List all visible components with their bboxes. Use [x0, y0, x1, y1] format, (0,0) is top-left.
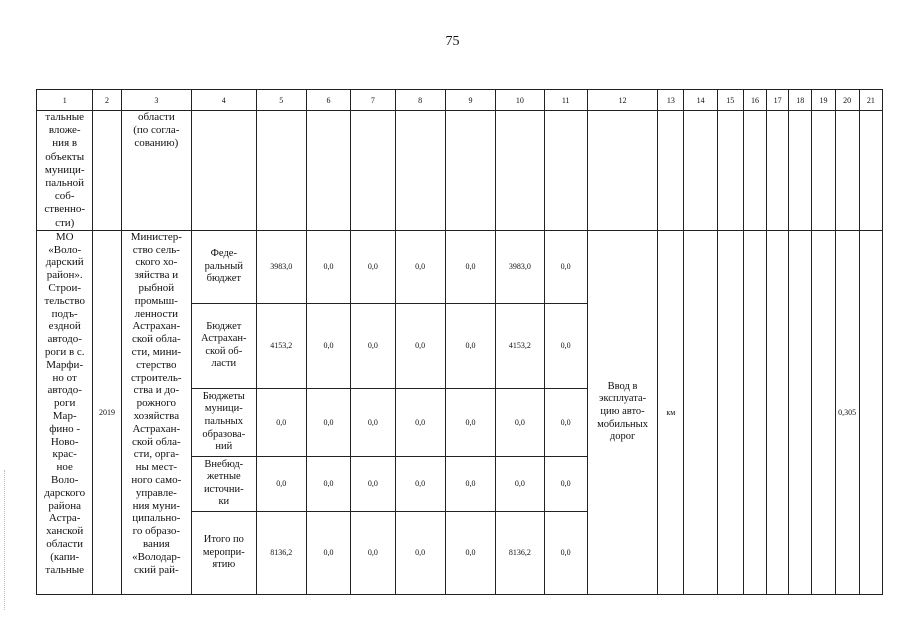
header-col-12: 12: [587, 90, 658, 111]
header-col-11: 11: [544, 90, 587, 111]
header-col-6: 6: [306, 90, 350, 111]
empty-cell: [835, 111, 859, 231]
header-col-8: 8: [395, 90, 445, 111]
program-table: [36, 89, 883, 595]
indicator-name: Ввод в эксплуата- цию авто- мобильных дорог: [587, 230, 658, 594]
scan-margin-marks: [4, 470, 7, 610]
indicator-value: 0,305: [835, 230, 859, 594]
header-col-20: 20: [835, 90, 859, 111]
value-col-10: 4153,2: [496, 303, 544, 388]
empty-cell: [395, 111, 445, 231]
value-col-6: 0,0: [306, 456, 350, 511]
value-col-10: 3983,0: [496, 230, 544, 303]
value-col-10: 0,0: [496, 388, 544, 456]
continued-measure-name: тальные вложе- ния в объекты муници- пальной соб- ственно- сти): [37, 111, 93, 231]
header-col-5: 5: [256, 90, 306, 111]
header-col-4: 4: [192, 90, 256, 111]
indicator-unit: км: [658, 230, 684, 594]
empty-cell: [306, 111, 350, 231]
empty-cell: [789, 111, 812, 231]
empty-cell: [658, 111, 684, 231]
header-row: [37, 90, 883, 111]
empty-cell: [351, 111, 395, 231]
funding-source: Бюджет Астрахан- ской об- ласти: [192, 303, 256, 388]
value-col-9: 0,0: [445, 230, 495, 303]
value-col-11: 0,0: [544, 303, 587, 388]
empty-cell: [743, 111, 766, 231]
funding-source: Феде- ральный бюджет: [192, 230, 256, 303]
empty-cell: [812, 230, 835, 594]
empty-cell: [859, 230, 882, 594]
header-col-1: 1: [37, 90, 93, 111]
value-col-5: 8136,2: [256, 511, 306, 594]
header-col-7: 7: [351, 90, 395, 111]
header-col-2: 2: [93, 90, 121, 111]
value-col-7: 0,0: [351, 456, 395, 511]
value-col-8: 0,0: [395, 511, 445, 594]
value-col-11: 0,0: [544, 456, 587, 511]
value-col-8: 0,0: [395, 230, 445, 303]
measure-name: МО «Воло- дарский район». Строи- тельство подъ- ездной автодо- роги в с. Марфи- но от автодо- роги Мар- фино - Ново- крас- ное Воло- дарского района Астра- ханской области (капи- тальные: [37, 230, 93, 594]
empty-cell: [767, 111, 789, 231]
header-col-17: 17: [767, 90, 789, 111]
value-col-5: 4153,2: [256, 303, 306, 388]
empty-cell: [812, 111, 835, 231]
funding-row-federal: [37, 230, 883, 303]
value-col-6: 0,0: [306, 230, 350, 303]
value-col-9: 0,0: [445, 303, 495, 388]
value-col-10: 8136,2: [496, 511, 544, 594]
empty-cell: [496, 111, 544, 231]
header-col-14: 14: [684, 90, 717, 111]
value-col-11: 0,0: [544, 388, 587, 456]
value-col-8: 0,0: [395, 303, 445, 388]
value-col-7: 0,0: [351, 230, 395, 303]
empty-cell: [445, 111, 495, 231]
value-col-5: 0,0: [256, 456, 306, 511]
empty-cell: [256, 111, 306, 231]
empty-cell: [717, 111, 743, 231]
funding-source: Бюджеты муници- пальных образова- ний: [192, 388, 256, 456]
header-col-15: 15: [717, 90, 743, 111]
header-col-10: 10: [496, 90, 544, 111]
empty-cell: [684, 230, 717, 594]
header-col-18: 18: [789, 90, 812, 111]
empty-cell: [767, 230, 789, 594]
value-col-9: 0,0: [445, 511, 495, 594]
value-col-6: 0,0: [306, 511, 350, 594]
value-col-11: 0,0: [544, 230, 587, 303]
empty-cell: [684, 111, 717, 231]
measure-executor: Министер- ство сель- ского хо- зяйства и рыбной промыш- ленности Астрахан- ской обла- сти, мини- стерство строитель- ства и до- рожного хозяйства Астрахан- ской обла- сти, орга- ны мест- ного само- управле- ния муни- ципально- го образо- вания «Володар- ский рай-: [121, 230, 192, 594]
continued-executor: области (по согла- сованию): [121, 111, 192, 231]
header-col-21: 21: [859, 90, 882, 111]
value-col-5: 0,0: [256, 388, 306, 456]
value-col-6: 0,0: [306, 303, 350, 388]
continued-row: [37, 111, 883, 231]
empty-cell: [789, 230, 812, 594]
empty-cell: [544, 111, 587, 231]
value-col-9: 0,0: [445, 388, 495, 456]
header-col-19: 19: [812, 90, 835, 111]
empty-cell: [859, 111, 882, 231]
value-col-9: 0,0: [445, 456, 495, 511]
funding-source: Итого по меропри- ятию: [192, 511, 256, 594]
header-col-13: 13: [658, 90, 684, 111]
empty-cell: [717, 230, 743, 594]
header-col-9: 9: [445, 90, 495, 111]
funding-source: Внебюд- жетные источни- ки: [192, 456, 256, 511]
value-col-7: 0,0: [351, 511, 395, 594]
measure-year: 2019: [93, 230, 121, 594]
empty-cell: [743, 230, 766, 594]
value-col-11: 0,0: [544, 511, 587, 594]
header-col-16: 16: [743, 90, 766, 111]
value-col-6: 0,0: [306, 388, 350, 456]
empty-cell: [93, 111, 121, 231]
empty-cell: [587, 111, 658, 231]
value-col-7: 0,0: [351, 388, 395, 456]
value-col-5: 3983,0: [256, 230, 306, 303]
value-col-10: 0,0: [496, 456, 544, 511]
value-col-7: 0,0: [351, 303, 395, 388]
empty-cell: [192, 111, 256, 231]
value-col-8: 0,0: [395, 388, 445, 456]
page-number: 75: [445, 34, 460, 49]
value-col-8: 0,0: [395, 456, 445, 511]
header-col-3: 3: [121, 90, 192, 111]
